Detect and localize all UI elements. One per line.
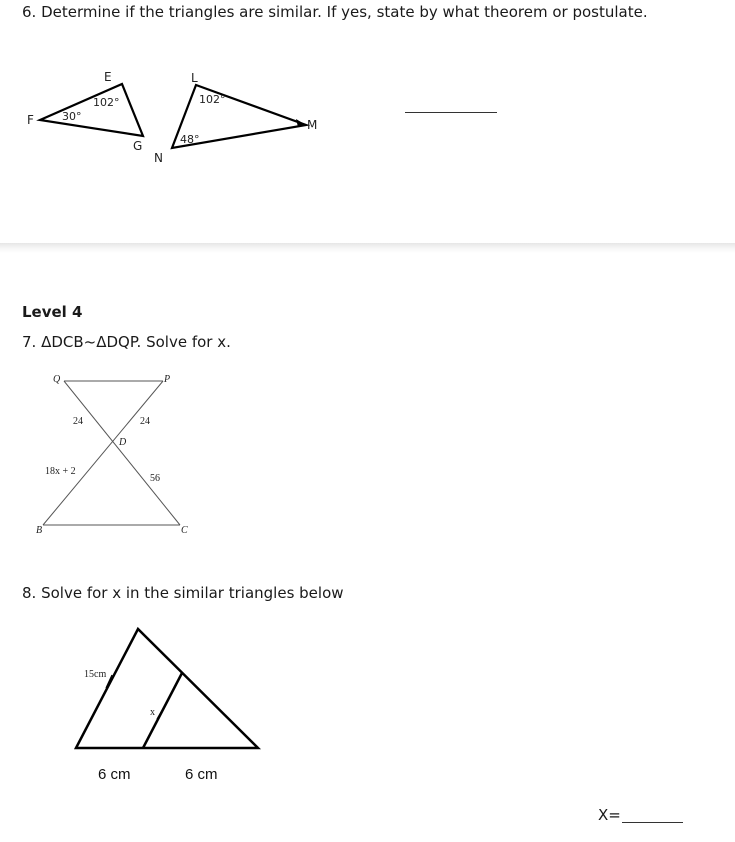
segment-qc — [64, 381, 180, 525]
angle-n-label: 48° — [180, 133, 200, 146]
x-label: x — [150, 707, 155, 718]
question-8-text: 8. Solve for x in the similar triangles below — [22, 584, 344, 602]
triangle-efg-shape — [40, 84, 143, 136]
bowtie-figure — [36, 374, 188, 536]
q6-answer-blank[interactable] — [405, 112, 497, 113]
level-heading: Level 4 — [22, 303, 83, 321]
angle-l-label: 102° — [199, 93, 226, 106]
answer-x-blank[interactable] — [622, 822, 683, 823]
length-dp-label: 24 — [140, 416, 150, 427]
vertex-d-label: D — [119, 437, 127, 448]
vertex-f-label: F — [27, 113, 34, 127]
answer-x-label: X= — [598, 806, 621, 824]
base-right-label: 6 cm — [185, 766, 218, 783]
section-divider — [0, 243, 735, 253]
vertex-c-label: C — [181, 525, 188, 536]
length-dc-label: 56 — [150, 473, 160, 484]
base-left-label: 6 cm — [98, 766, 131, 783]
segment-pb — [43, 381, 163, 525]
question-7-text: 7. ΔDCB~ΔDQP. Solve for x. — [22, 333, 231, 351]
angle-f-label: 30° — [62, 110, 82, 123]
vertex-b-label: B — [36, 525, 43, 536]
vertex-q-label: Q — [53, 374, 61, 385]
question-6-text: 6. Determine if the triangles are similar. If yes, state by what theorem or postulate. — [22, 3, 648, 21]
vertex-p-label: P — [164, 374, 171, 385]
side-length-label: 15cm — [84, 669, 107, 680]
length-bd-label: 18x + 2 — [45, 466, 76, 477]
triangle-lmn — [154, 71, 317, 165]
vertex-l-label: L — [191, 71, 198, 85]
vertex-n-label: N — [154, 151, 163, 165]
vertex-m-label: M — [307, 118, 318, 132]
side-tick-inner — [157, 707, 164, 719]
nested-triangles-figure — [76, 629, 258, 783]
length-qd-label: 24 — [73, 416, 83, 427]
triangle-efg — [27, 70, 143, 153]
outer-triangle — [76, 629, 258, 748]
vertex-e-label: E — [104, 70, 112, 84]
vertex-g-label: G — [133, 139, 143, 153]
angle-e-label: 102° — [93, 96, 120, 109]
